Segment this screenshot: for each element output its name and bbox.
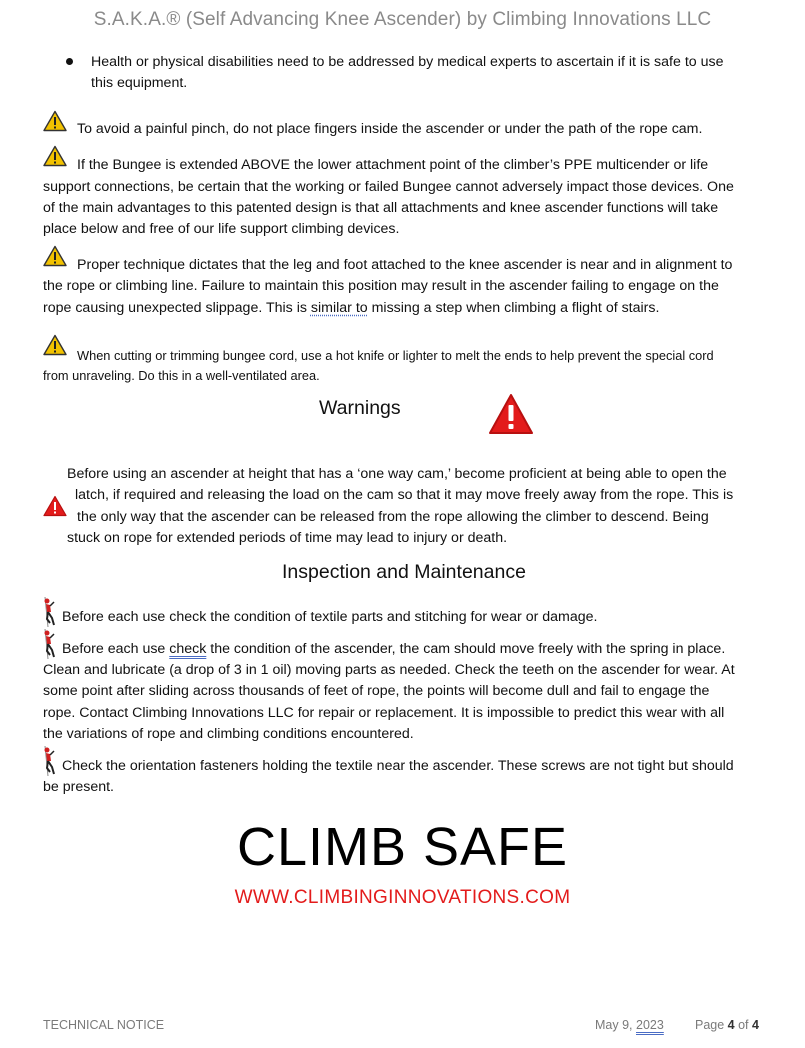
technique-text-b: missing a step when climbing a flight of stairs. (367, 300, 660, 316)
caution-bungee-line1: If the Bungee is extended ABOVE the lower attachment point of the climber’s PPE multicender or life (77, 157, 709, 173)
inspection-item2-line2: Clean and lubricate (a drop of 3 in 1 oil) moving parts as needed. Check the teeth on the ascender for wear. At (43, 662, 735, 678)
climber-icon (42, 597, 56, 627)
warning-line2: latch, if required and releasing the load on the cam so that it may move freely away from the rope. This is (75, 487, 734, 503)
bullet-text-line1: Health or physical disabilities need to be addressed by medical experts to ascertain if it is safe to use (91, 54, 724, 70)
footer-technical-notice: TECHNICAL NOTICE (43, 1018, 165, 1032)
footer-page-label: Page (695, 1018, 728, 1032)
footer-page-of: of (734, 1018, 752, 1032)
caution-pinch-text: To avoid a painful pinch, do not place fingers inside the ascender or under the path of the rope cam. (77, 121, 703, 137)
climber-icon (42, 746, 56, 776)
caution-bungee-line3: of the main advantages to this patented design is that all attachments and knee ascender functions will take (43, 200, 719, 216)
warning-line1: Before using an ascender at height that has a ‘one way cam,’ become proficient at being able to open the (67, 466, 727, 482)
caution-bungee-line2: support connections, be certain that the working or failed Bungee cannot adversely impact those devices. One (43, 179, 734, 195)
inspection-item1-text: Before each use check the condition of textile parts and stitching for wear or damage. (62, 609, 598, 625)
caution-bungee-line4: place below and free of our life support climbing devices. (43, 221, 400, 237)
climb-safe-slogan: CLIMB SAFE (236, 817, 569, 877)
inspection-item3-line1: Check the orientation fasteners holding the textile near the ascender. These screws are not tight but should (62, 758, 734, 774)
warning-triangle-icon (487, 392, 535, 436)
inspection-item2-line1 (62, 639, 725, 661)
technique-text-a: rope causing unexpected slippage. This is (43, 300, 311, 316)
inspection-item3-line2: be present. (43, 779, 114, 795)
inspection-item2-line4: rope. Contact Climbing Innovations LLC for repair or replacement. It is impossible to predict this wear with all (43, 705, 725, 721)
warning-line3: the only way that the ascender can be released from the rope allowing the climber to descend. Being (77, 509, 709, 525)
caution-technique-line2: the rope or climbing line. Failure to maintain this position may result in the ascender failing to engage on the (43, 278, 719, 294)
item2-text-b: the condition of the ascender, the cam should move freely with the spring in place. (206, 641, 726, 657)
inspection-item2-line5: the variations of rope and climbing conditions encountered. (43, 726, 414, 742)
footer-date-year: 2023 (636, 1018, 664, 1032)
caution-triangle-icon (43, 334, 67, 356)
bullet-text-line2: this equipment. (91, 75, 188, 91)
caution-cutting-line1: When cutting or trimming bungee cord, use a hot knife or lighter to melt the ends to help prevent the special cord (77, 348, 714, 363)
document-title: S.A.K.A.® (Self Advancing Knee Ascender) by Climbing Innovations LLC (93, 9, 712, 30)
warning-line4: stuck on rope for extended periods of time may lead to injury or death. (67, 530, 508, 546)
website-link[interactable]: WWW.CLIMBINGINNOVATIONS.COM (234, 887, 571, 908)
warnings-heading: Warnings (319, 397, 401, 419)
footer-page-current: 4 (727, 1018, 735, 1032)
inspection-heading: Inspection and Maintenance (282, 561, 526, 583)
bullet-dot (66, 58, 73, 65)
footer-page-number (695, 1018, 759, 1032)
inspection-item2-line3: some point after sliding across thousands of feet of rope, the points will become dull and fail to engage the (43, 683, 710, 699)
warning-triangle-icon (43, 495, 67, 517)
proofing-flag-check[interactable]: check (169, 641, 207, 657)
caution-cutting-line2: from unraveling. Do this in a well-ventilated area. (43, 368, 320, 383)
item2-text-a: Before each use (62, 641, 170, 657)
caution-triangle-icon (43, 145, 67, 167)
climber-icon (42, 629, 56, 659)
footer-page-total: 4 (752, 1018, 759, 1032)
caution-triangle-icon (43, 110, 67, 132)
caution-technique-line3 (43, 298, 659, 320)
caution-triangle-icon (43, 245, 67, 267)
footer-date-prefix: May 9, (595, 1018, 636, 1032)
caution-technique-line1: Proper technique dictates that the leg and foot attached to the knee ascender is near and in alignment to (77, 257, 733, 273)
proofing-flag-similar-to[interactable]: similar to (310, 300, 368, 316)
footer-date (595, 1018, 664, 1032)
